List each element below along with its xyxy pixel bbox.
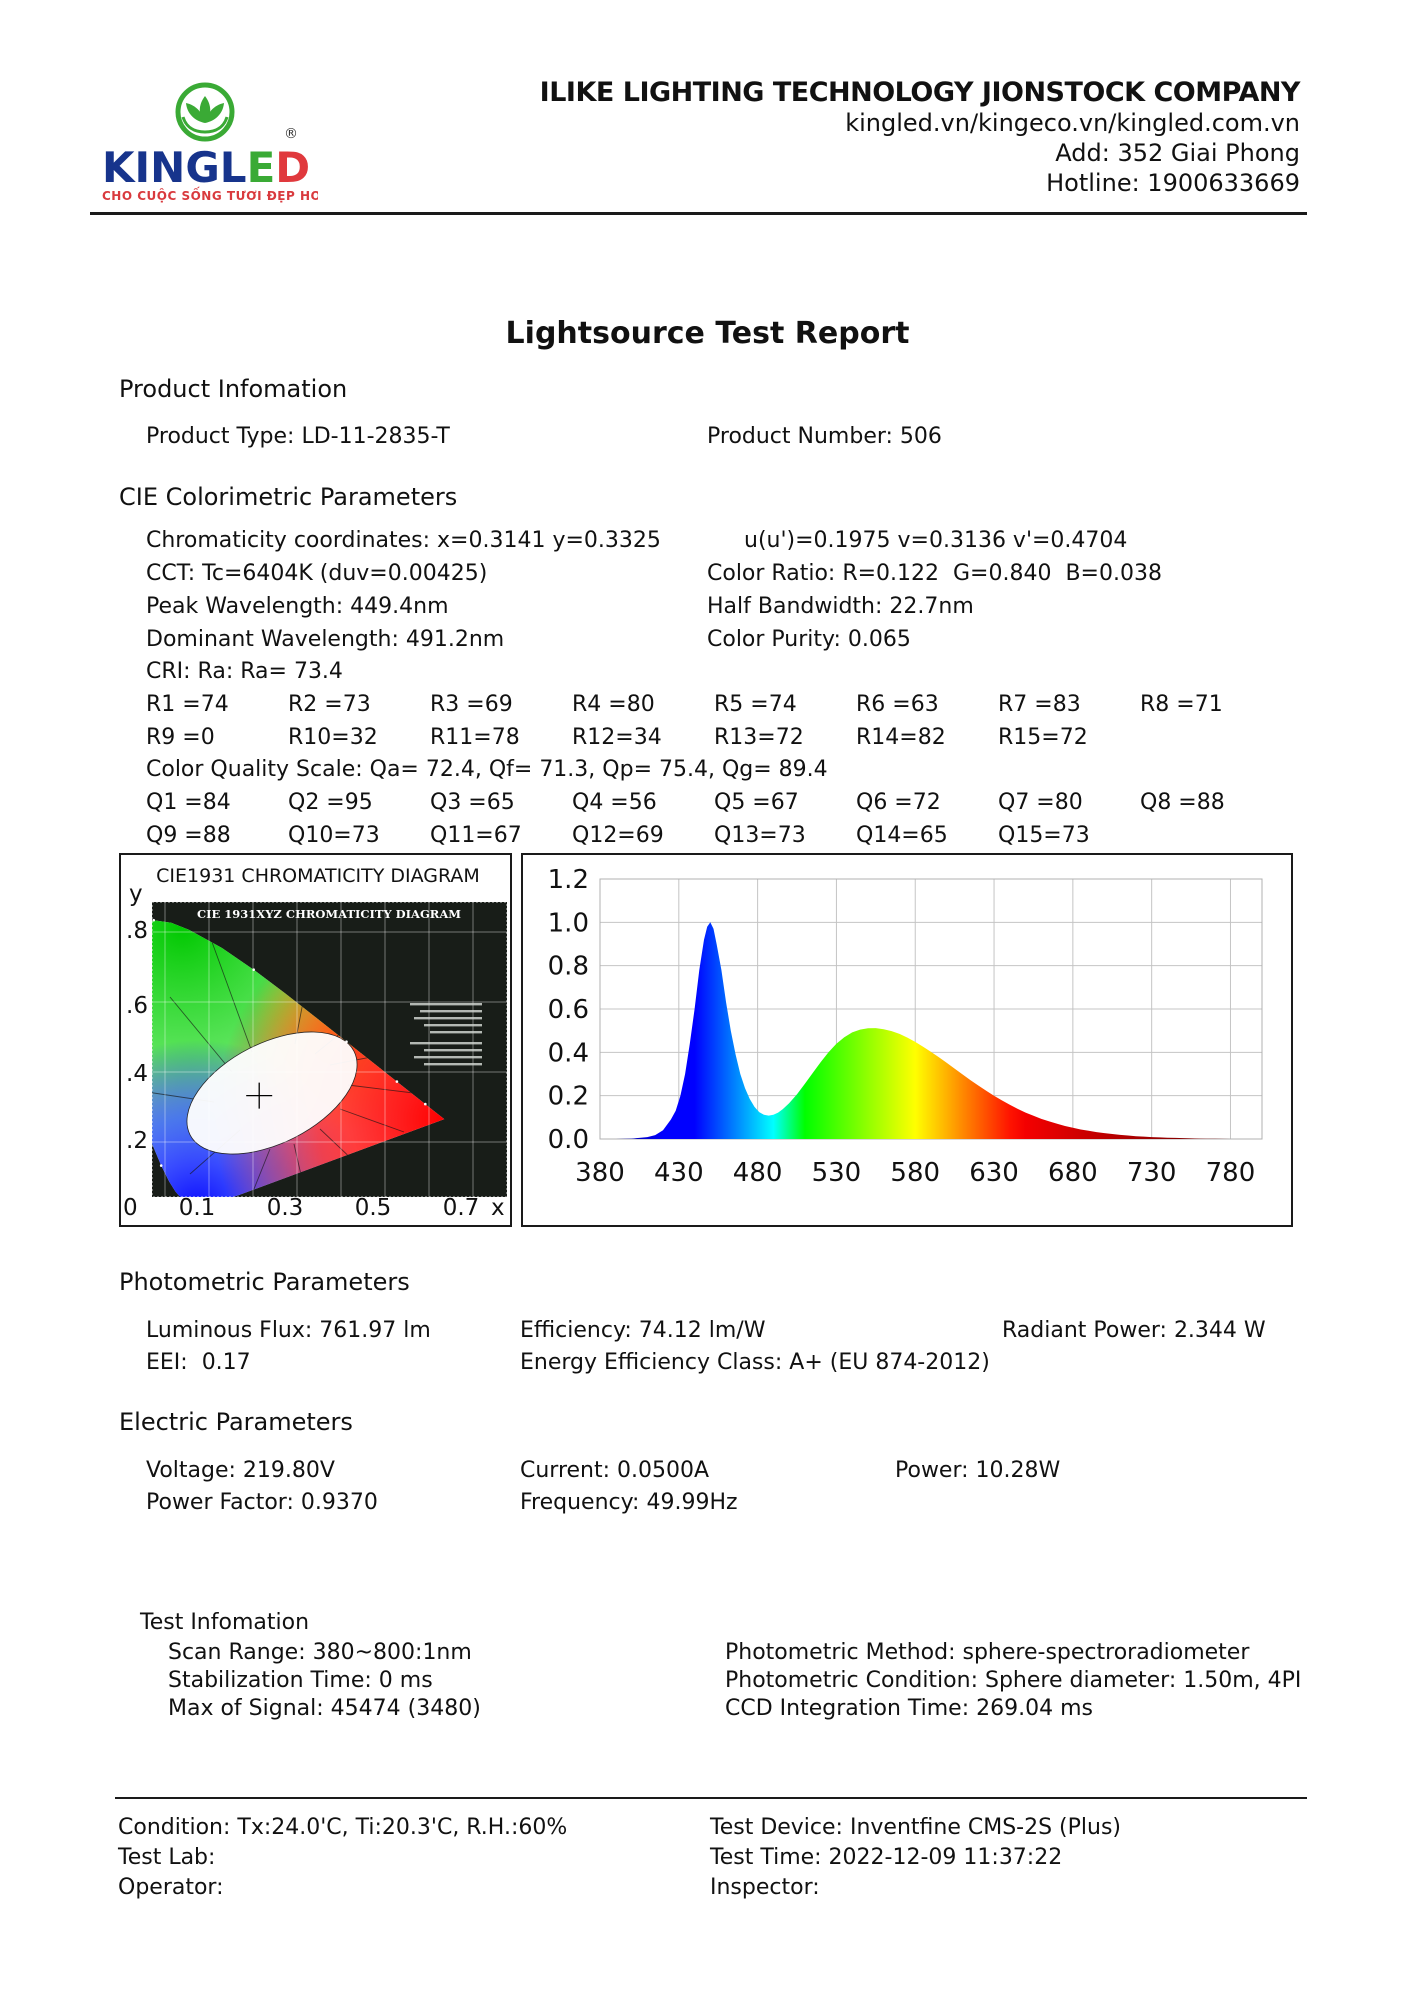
cqs-cell: Q13=73: [714, 823, 806, 848]
kingled-logo: [88, 76, 318, 204]
cri-cell: R14=82: [856, 725, 946, 750]
lotus-bulb-icon: [178, 85, 232, 139]
footer-operator: Operator:: [118, 1875, 224, 1900]
diagram-x-tick: 0.5: [354, 1195, 392, 1221]
half-bandwidth: Half Bandwidth: 22.7nm: [707, 594, 974, 619]
cri-cell: R4 =80: [572, 692, 655, 717]
diagram-x-axis-label: x: [491, 1195, 505, 1221]
header-contact-block: [400, 78, 1300, 198]
diagram-inner-title: CIE 1931XYZ CHROMATICITY DIAGRAM: [196, 907, 462, 921]
cqs-cell: Q4 =56: [572, 790, 657, 815]
footer-divider: [115, 1797, 1307, 1799]
cqs-cell: Q12=69: [572, 823, 664, 848]
cri-cell: R13=72: [714, 725, 804, 750]
cqs-cell: Q10=73: [288, 823, 380, 848]
electric-heading: Electric Parameters: [119, 1408, 353, 1436]
cqs-row-2: [146, 823, 1140, 848]
test-info-heading: Test Infomation: [140, 1610, 310, 1635]
chromaticity-diagram-box: [119, 853, 512, 1227]
cie-heading: CIE Colorimetric Parameters: [119, 483, 458, 511]
scan-range: Scan Range: 380~800:1nm: [168, 1640, 472, 1665]
stabilization-time: Stabilization Time: 0 ms: [168, 1668, 433, 1693]
cri-cell: R8 =71: [1140, 692, 1223, 717]
company-name: ILIKE LIGHTING TECHNOLOGY JIONSTOCK COMPANY: [539, 77, 1300, 108]
cqs-cell: Q2 =95: [288, 790, 373, 815]
svg-text:730: 730: [1126, 1158, 1177, 1188]
diagram-y-tick: .6: [126, 993, 148, 1019]
eei-value: EEI: 0.17: [146, 1350, 251, 1375]
cqs-cell: Q5 =67: [714, 790, 799, 815]
svg-text:1.2: 1.2: [547, 865, 589, 895]
ccd-integration-time: CCD Integration Time: 269.04 ms: [725, 1696, 1093, 1721]
product-number: Product Number: 506: [707, 424, 942, 449]
svg-text:430: 430: [653, 1158, 704, 1188]
energy-efficiency-class: Energy Efficiency Class: A+ (EU 874-2012): [520, 1350, 990, 1375]
company-hotline: Hotline: 1900633669: [1046, 169, 1300, 197]
diagram-x-tick: 0.7: [442, 1195, 480, 1221]
report-title: Lightsource Test Report: [505, 316, 910, 351]
spectral-power-distribution-chart: [523, 855, 1291, 1225]
svg-text:480: 480: [732, 1158, 783, 1188]
cri-cell: R11=78: [430, 725, 520, 750]
svg-text:1.0: 1.0: [547, 908, 589, 939]
radiant-power: Radiant Power: 2.344 W: [1002, 1318, 1266, 1343]
cri-cell: R12=34: [572, 725, 662, 750]
product-info-heading: Product Infomation: [119, 375, 348, 403]
cqs-cell: Q6 =72: [856, 790, 941, 815]
cri-cell: R6 =63: [856, 692, 939, 717]
diagram-y-tick: .2: [126, 1128, 148, 1154]
photometric-method: Photometric Method: sphere-spectroradiometer: [725, 1640, 1250, 1665]
footer-condition: Condition: Tx:24.0'C, Ti:20.3'C, R.H.:60%: [118, 1815, 568, 1840]
svg-text:380: 380: [575, 1158, 625, 1188]
kingled-wordmark: KINGLED: [102, 143, 311, 192]
cqs-cell: Q9 =88: [146, 823, 231, 848]
current: Current: 0.0500A: [520, 1458, 710, 1483]
color-purity: Color Purity: 0.065: [707, 627, 911, 652]
registered-mark: ®: [284, 126, 298, 142]
cri-cell: R1 =74: [146, 692, 229, 717]
dominant-wavelength: Dominant Wavelength: 491.2nm: [146, 627, 505, 652]
company-website: kingled.vn/kingeco.vn/kingled.com.vn: [845, 109, 1300, 137]
diagram-y-tick: .4: [126, 1061, 148, 1087]
svg-text:630: 630: [969, 1158, 1019, 1188]
footer-test-lab: Test Lab:: [118, 1845, 216, 1870]
svg-text:680: 680: [1048, 1158, 1098, 1188]
svg-text:0.8: 0.8: [547, 951, 589, 982]
chromaticity-diagram-image: [152, 902, 507, 1197]
diagram-x-tick: 0.3: [266, 1195, 304, 1221]
cri-cell: R9 =0: [146, 725, 215, 750]
product-type: Product Type: LD-11-2835-T: [146, 424, 450, 449]
cri-cell: R3 =69: [430, 692, 513, 717]
footer-inspector: Inspector:: [710, 1875, 820, 1900]
svg-text:780: 780: [1205, 1158, 1256, 1188]
uv-coordinates: u(u')=0.1975 v=0.3136 v'=0.4704: [744, 528, 1128, 553]
cqs-cell: Q3 =65: [430, 790, 515, 815]
kingled-logo-graphic: [88, 76, 318, 204]
svg-text:0.6: 0.6: [547, 995, 589, 1025]
cqs-row-1: [146, 790, 1282, 815]
cqs-cell: Q8 =88: [1140, 790, 1225, 815]
header-divider: [90, 212, 1307, 215]
footer-test-device: Test Device: Inventfine CMS-2S (Plus): [710, 1815, 1121, 1840]
company-address: Add: 352 Giai Phong: [1055, 139, 1300, 167]
max-of-signal: Max of Signal: 45474 (3480): [168, 1696, 481, 1721]
cqs-cell: Q11=67: [430, 823, 522, 848]
logo-tagline: CHO CUỘC SỐNG TƯƠI ĐẸP HƠN: [102, 189, 318, 203]
frequency: Frequency: 49.99Hz: [520, 1490, 738, 1515]
cct-value: CCT: Tc=6404K (duv=0.00425): [146, 561, 488, 586]
svg-text:0.0: 0.0: [547, 1125, 589, 1155]
chromaticity-diagram-title: CIE1931 CHROMATICITY DIAGRAM: [156, 865, 480, 887]
cqs-cell: Q7 =80: [998, 790, 1083, 815]
diagram-y-axis-label: y: [129, 881, 143, 907]
luminous-flux: Luminous Flux: 761.97 lm: [146, 1318, 431, 1343]
color-ratio: Color Ratio: R=0.122 G=0.840 B=0.038: [707, 561, 1162, 586]
diagram-y-tick: .8: [126, 918, 148, 944]
cri-cell: R10=32: [288, 725, 378, 750]
cqs-cell: Q1 =84: [146, 790, 231, 815]
cri-cell: R7 =83: [998, 692, 1081, 717]
svg-text:0.2: 0.2: [547, 1081, 589, 1112]
cri-value: CRI: Ra: Ra= 73.4: [146, 659, 343, 684]
cqs-cell: Q14=65: [856, 823, 948, 848]
diagram-origin-label: 0: [123, 1195, 138, 1221]
cri-cell: R5 =74: [714, 692, 797, 717]
cri-cell: R2 =73: [288, 692, 371, 717]
cri-row-2: [146, 725, 1140, 750]
voltage: Voltage: 219.80V: [146, 1458, 335, 1483]
footer-test-time: Test Time: 2022-12-09 11:37:22: [710, 1845, 1063, 1870]
photometric-condition: Photometric Condition: Sphere diameter: 1.50m, 4PI: [725, 1668, 1302, 1693]
svg-text:0.4: 0.4: [547, 1038, 589, 1069]
cri-row-1: [146, 692, 1282, 717]
photometric-heading: Photometric Parameters: [119, 1268, 410, 1296]
power-factor: Power Factor: 0.9370: [146, 1490, 378, 1515]
efficiency: Efficiency: 74.12 lm/W: [520, 1318, 766, 1343]
cqs-cell: Q15=73: [998, 823, 1090, 848]
peak-wavelength: Peak Wavelength: 449.4nm: [146, 594, 449, 619]
chromaticity-coordinates: Chromaticity coordinates: x=0.3141 y=0.3325: [146, 528, 661, 553]
svg-text:580: 580: [890, 1158, 941, 1188]
svg-text:530: 530: [811, 1158, 862, 1188]
color-quality-scale: Color Quality Scale: Qa= 72.4, Qf= 71.3, Qp= 75.4, Qg= 89.4: [146, 757, 828, 782]
power: Power: 10.28W: [895, 1458, 1061, 1483]
spectrum-chart-box: [521, 853, 1293, 1227]
cri-cell: R15=72: [998, 725, 1088, 750]
diagram-x-tick: 0.1: [178, 1195, 216, 1221]
